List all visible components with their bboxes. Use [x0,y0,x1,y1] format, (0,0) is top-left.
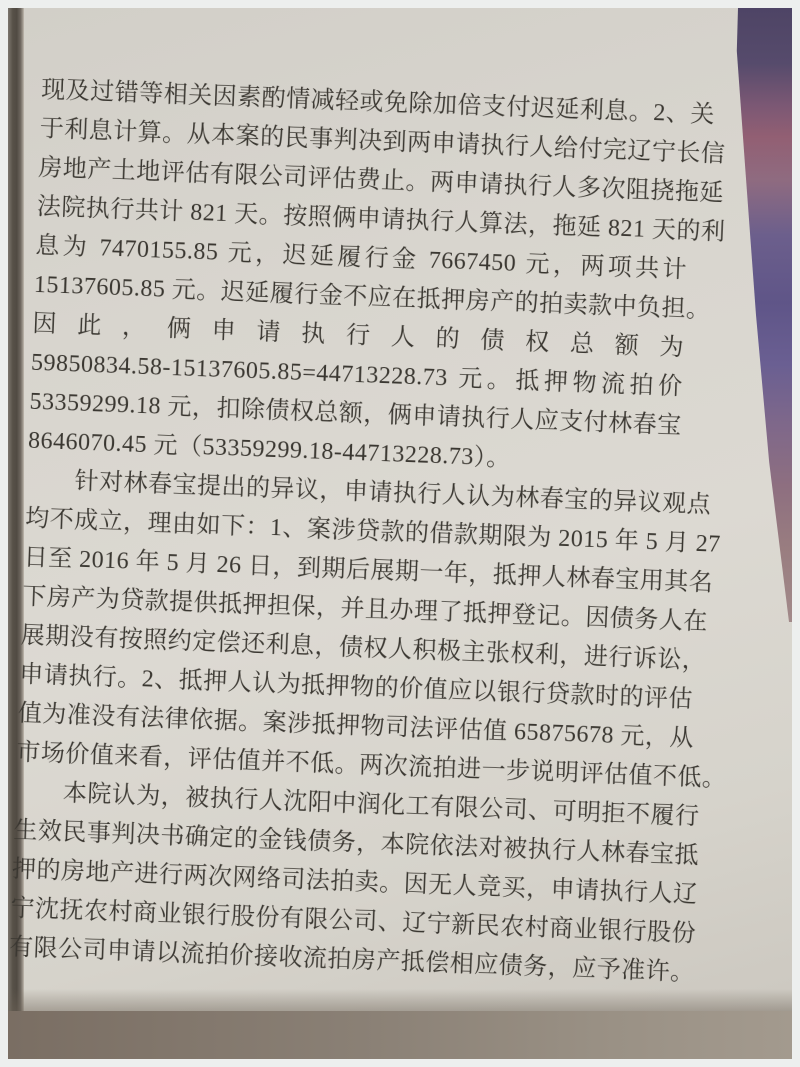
page-bottom-edge-shadow [8,1011,792,1059]
text-line: 有限公司申请以流拍价接收流拍房产抵偿相应债务，应予准许。 [8,934,696,987]
paragraph [15,461,727,797]
text-line: 现及过错等相关因素酌情减轻或免除加倍支付迟延利息。2、关 [40,76,716,129]
text-line: 生效民事判决书确定的金钱债务，本院依法对被执行人林春宝抵 [13,817,700,870]
text-line: 本院认为，被执行人沈阳中润化工有限公司、可明拒不履行 [62,780,700,831]
text-line: 15137605.85 元。迟延履行金不应在抵押房产的拍卖款中负担。 [33,271,711,324]
text-line: 因此，俩申请执行人的债权总额为 [32,310,685,362]
text-line: 展期没有按照约定偿还利息，债权人积极主张权利，进行诉讼， [20,622,707,675]
text-line: 53359299.18 元，扣除债权总额，俩申请执行人应支付林春宝 [29,388,683,440]
text-line: 申请执行。2、抵押人认为抵押物的价值应以银行贷款时的评估 [18,661,694,713]
text-line: 法院执行共计 821 天。按照俩申请执行人算法，拖延 821 天的利 [36,193,726,246]
document-photo [8,8,792,1059]
text-line: 日至 2016 年 5 月 26 日，到期后展期一年，抵押人林春宝用其名 [23,544,714,597]
text-line: 押的房地产进行两次网络司法拍卖。因无人竞买，申请执行人辽 [11,856,699,909]
text-line: 59850834.58-15137605.85=44713228.73 元。抵押物流拍价 [30,349,684,401]
document-text [8,71,727,992]
text-line: 宁沈抚农村商业银行股份有限公司、辽宁新民农村商业银行股份 [10,895,697,948]
text-line: 值为准没有法律依据。案涉抵押物司法评估值 65875678 元，从 [17,700,695,752]
text-line: 均不成立，理由如下：1、案涉贷款的借款期限为 2015 年 5 月 27 [24,505,722,558]
text-line: 房地产土地评估有限公司评估费止。两申请执行人多次阻挠拖延 [37,154,725,207]
text-line: 息为 7470155.85 元，迟延履行金 7667450 元，两项共计 [34,232,688,284]
table-surface-background [732,8,792,622]
text-line: 8646070.45 元（53359299.18-44713228.73）。 [27,427,512,472]
text-line: 市场价值来看，评估值并不低。两次流拍进一步说明评估值不低。 [15,739,727,793]
text-line: 下房产为贷款提供抵押担保，并且办理了抵押登记。因债务人在 [21,583,709,636]
text-line: 于利息计算。从本案的民事判决到两申请执行人给付完辽宁长信 [39,115,726,168]
paragraph [27,71,726,485]
paragraph [8,773,700,992]
text-line: 针对林春宝提出的异议，申请执行人认为林春宝的异议观点 [74,468,712,519]
